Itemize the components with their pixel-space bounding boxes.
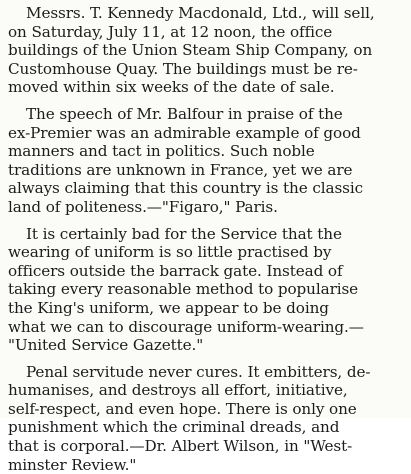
text-line: manners and tact in politics. Such noble — [8, 142, 315, 161]
paragraph-balfour-speech — [8, 105, 390, 217]
text-line: always claiming that this country is the classic — [8, 179, 363, 198]
text-line: punishment which the criminal dreads, and — [8, 418, 340, 437]
text-line: Penal servitude never cures. It embitters, de- — [26, 362, 371, 381]
text-line: minster Review." — [8, 455, 137, 474]
text-line: The speech of Mr. Balfour in praise of the — [26, 104, 343, 123]
text-line: on Saturday, July 11, at 12 noon, the office — [8, 22, 333, 41]
paragraph-penal-servitude — [8, 363, 390, 474]
text-line: that is corporal.—Dr. Albert Wilson, in "West- — [8, 437, 353, 456]
text-line: humanises, and destroys all effort, initiative, — [8, 381, 348, 400]
text-line: land of politeness.—"Figaro," Paris. — [8, 197, 278, 216]
text-line: officers outside the barrack gate. Instead of — [8, 261, 343, 280]
text-line: moved within six weeks of the date of sale. — [8, 78, 335, 97]
text-line: buildings of the Union Steam Ship Company, on — [8, 41, 373, 60]
text-line: traditions are unknown in France, yet we are — [8, 160, 353, 179]
text-line: self-respect, and even hope. There is only one — [8, 399, 357, 418]
text-line: wearing of uniform is so little practised by — [8, 243, 332, 262]
paragraph-uniform-wearing — [8, 225, 390, 355]
text-line: taking every reasonable method to popularise — [8, 280, 359, 299]
paragraph-sale-notice — [8, 4, 390, 97]
text-line: the King's uniform, we appear to be doing — [8, 298, 329, 317]
text-line: what we can to discourage uniform-wearing.— — [8, 317, 364, 336]
text-line: "United Service Gazette." — [8, 336, 204, 355]
text-line: Customhouse Quay. The buildings must be re- — [8, 59, 358, 78]
text-line: It is certainly bad for the Service that the — [26, 224, 342, 243]
text-line: ex-Premier was an admirable example of good — [8, 123, 361, 142]
text-line: Messrs. T. Kennedy Macdonald, Ltd., will sell, — [26, 4, 375, 22]
article-column — [8, 4, 390, 474]
